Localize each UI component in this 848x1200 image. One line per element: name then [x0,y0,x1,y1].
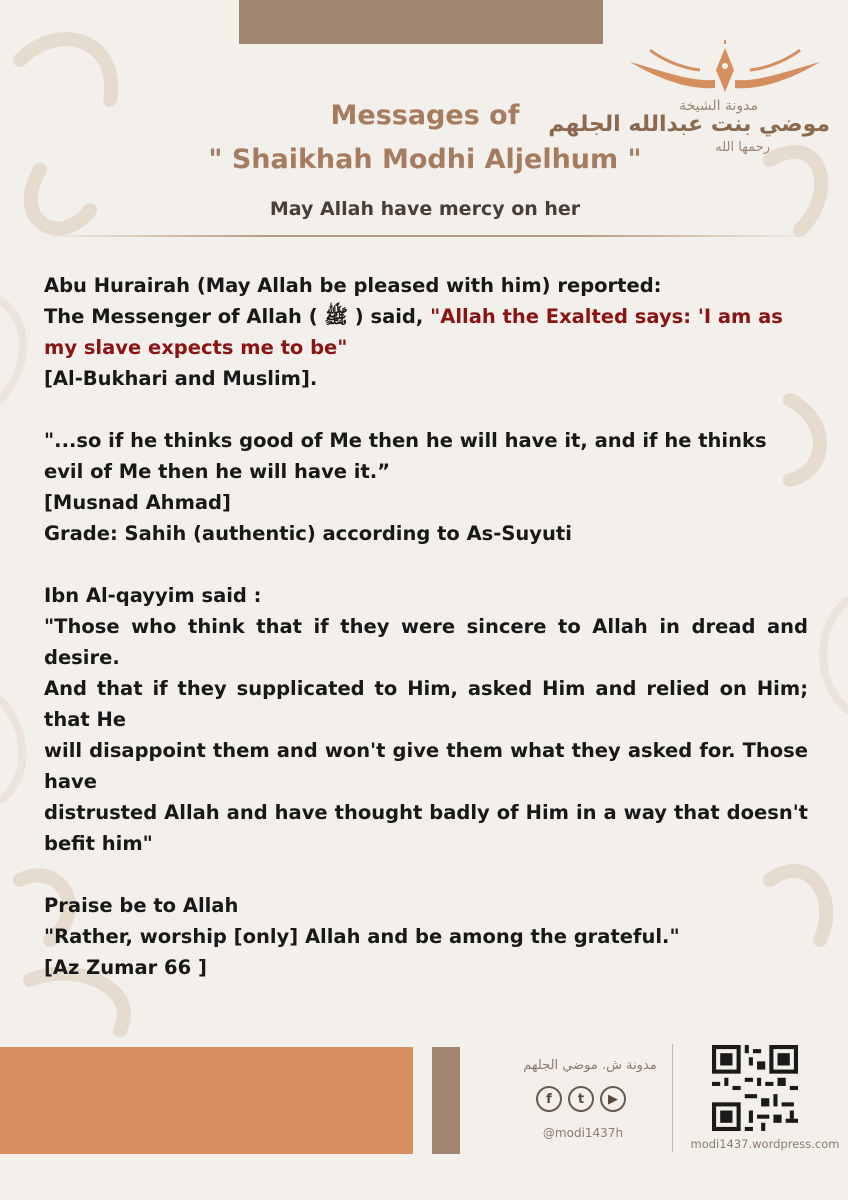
message-body [44,270,808,983]
footer-separator [672,1044,673,1152]
musnad-source: [Musnad Ahmad] [44,491,231,514]
praise-line: Praise be to Allah [44,894,239,917]
musnad-quote: "...so if he thinks good of Me then he will have it, and if he thinks evil of Me then he will have it.” [44,429,767,483]
social-handle[interactable]: @modi1437h [542,1126,624,1140]
hadith-text [44,301,808,363]
title-line-1: Messages of [330,100,520,131]
hadith-prefix: The Messenger of Allah ( ﷺ ) said, [44,305,431,328]
ibn-qayyim-line-2: And that if they supplicated to Him, asked Him and relied on Him; that He [44,677,808,731]
twitter-icon[interactable]: t [568,1086,594,1112]
footer-brown-block [432,1047,460,1154]
hadith-quote: "Allah the Exalted says: 'I am as my slave expects me to be" [44,305,783,359]
ibn-qayyim-line-1: "Those who think that if they were sincere to Allah in dread and desire. [44,615,808,669]
pen-wings-icon [620,40,830,100]
hadith-narrator: Abu Hurairah (May Allah be pleased with him) reported: [44,274,662,297]
logo-arabic-bottom: رحمها الله [715,140,770,155]
logo-arabic-name: موضي بنت عبدالله الجلهم [548,112,830,137]
ibn-qayyim-intro: Ibn Al-qayyim said : [44,584,262,607]
youtube-icon[interactable]: ▶ [600,1086,626,1112]
qr-code-icon[interactable] [712,1045,798,1131]
website-url[interactable]: modi1437.wordpress.com [690,1137,840,1151]
header-divider [40,235,808,237]
ibn-qayyim-line-4: distrusted Allah and have thought badly of Him in a way that doesn't befit him" [44,801,808,855]
logo-arabic-top: مدونة الشيخة [679,98,758,114]
top-accent-bar [239,0,603,44]
subtitle: May Allah have mercy on her [269,198,581,220]
quran-quote: "Rather, worship [only] Allah and be among the grateful." [44,925,680,948]
footer-orange-block [0,1047,413,1154]
facebook-icon[interactable]: f [536,1086,562,1112]
quran-source: [Az Zumar 66 ] [44,956,207,979]
ibn-qayyim-line-3: will disappoint them and won't give them what they asked for. Those have [44,739,808,793]
title-line-2: " Shaikhah Modhi Aljelhum " [208,144,642,175]
social-links [536,1086,626,1112]
hadith-source: [Al-Bukhari and Muslim]. [44,367,318,390]
footer-blog-name: مدونة ش. موضي الجلهم [523,1058,657,1073]
musnad-grade: Grade: Sahih (authentic) according to As-Suyuti [44,522,572,545]
